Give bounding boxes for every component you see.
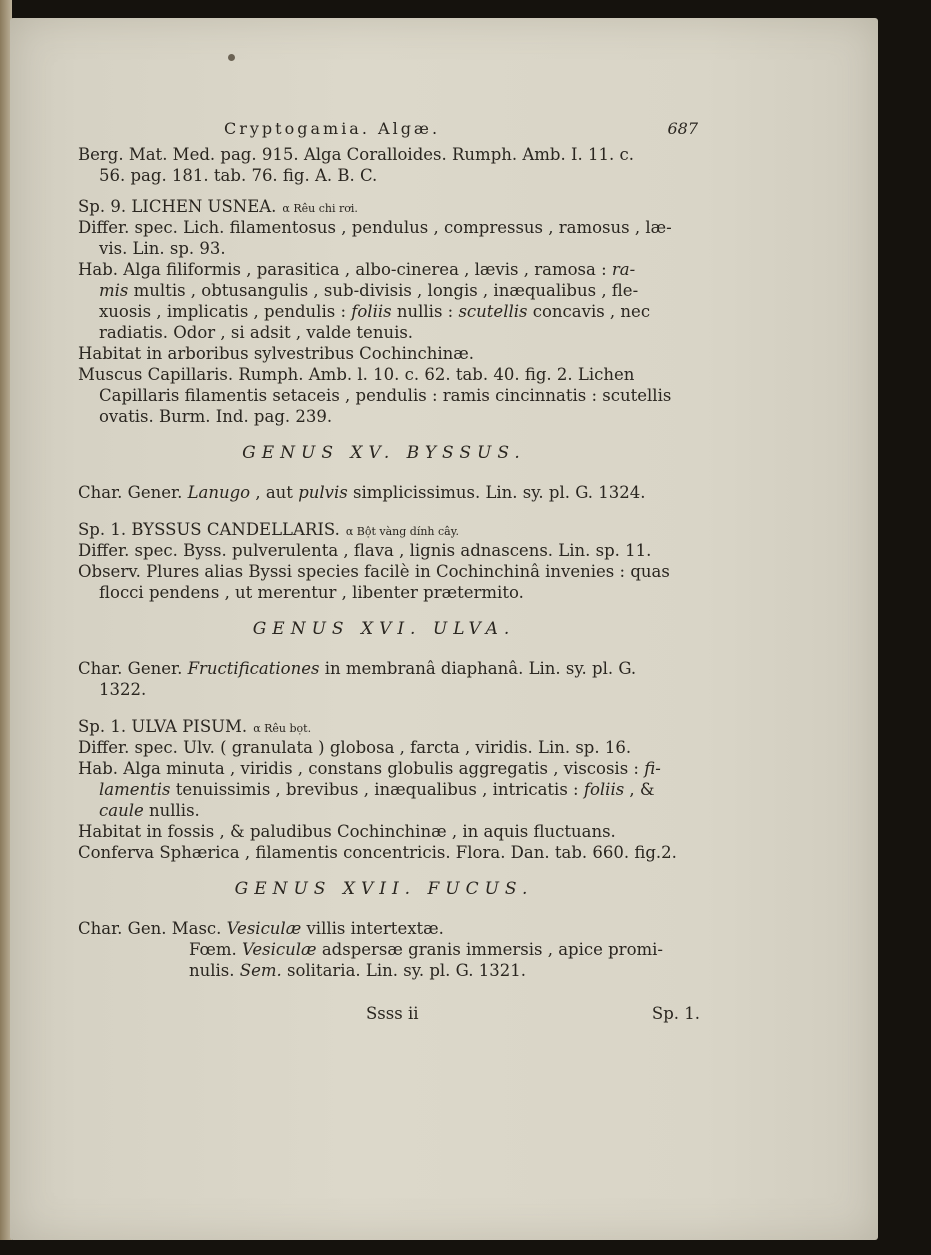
text-line: Char. Gen. Masc. Vesiculæ villis intertextæ. (78, 919, 444, 938)
text-line: 56. pag. 181. tab. 76. fig. A. B. C. (99, 166, 378, 185)
vernacular-name: α Rêu bọt. (253, 722, 312, 735)
species-heading: Sp. 1. BYSSUS CANDELLARIS. α Bột vàng dính cây. (78, 520, 459, 539)
species-heading: Sp. 1. ULVA PISUM. α Rêu bọt. (78, 717, 312, 736)
page-footer (78, 1003, 700, 1025)
running-title: Cryptogamia. Algæ. (224, 119, 441, 138)
text-line: lamentis tenuissimis , brevibus , inæqualibus , intricatis : foliis , & (99, 780, 655, 799)
text-line: Muscus Capillaris. Rumph. Amb. l. 10. c. 62. tab. 40. fig. 2. Lichen (78, 365, 635, 384)
text-line: Hab. Alga filiformis , parasitica , albo-cinerea , lævis , ramosa : ra- (78, 260, 636, 279)
text-line: Conferva Sphærica , filamentis concentricis. Flora. Dan. tab. 660. fig.2. (78, 843, 677, 862)
text-line: nulis. Sem. solitaria. Lin. sy. pl. G. 1321. (189, 961, 526, 980)
vernacular-name: α Bột vàng dính cây. (345, 525, 459, 538)
text-line: Differ. spec. Byss. pulverulenta , flava , lignis adnascens. Lin. sp. 11. (78, 541, 652, 560)
running-header (78, 118, 698, 144)
text-line: Hab. Alga minuta , viridis , constans globulis aggregatis , viscosis : fi- (78, 759, 661, 778)
text-line: Fœm. Vesiculæ adspersæ granis immersis , apice promi- (189, 940, 664, 959)
text-line: caule nullis. (99, 801, 200, 820)
ink-spot (228, 54, 235, 61)
text-line: Habitat in fossis , & paludibus Cochinchinæ , in aquis fluctuans. (78, 822, 616, 841)
text-line: Char. Gener. Fructificationes in membranâ diaphanâ. Lin. sy. pl. G. (78, 659, 637, 678)
text-line: Berg. Mat. Med. pag. 915. Alga Coralloides. Rumph. Amb. I. 11. c. (78, 145, 634, 164)
text-line: Differ. spec. Lich. filamentosus , pendulus , compressus , ramosus , læ- (78, 218, 672, 237)
text-line: 1322. (99, 680, 147, 699)
text-line: mis multis , obtusangulis , sub-divisis , longis , inæqualibus , fle- (99, 281, 639, 300)
text-line: xuosis , implicatis , pendulis : foliis nullis : scutellis concavis , nec (99, 302, 651, 321)
species-heading: Sp. 9. LICHEN USNEA. α Rêu chi rơi. (78, 197, 358, 216)
text-line: radiatis. Odor , si adsit , valde tenuis. (99, 323, 414, 342)
text-line: vis. Lin. sp. 93. (99, 239, 226, 258)
genus-heading: GENUS XVII. FUCUS. (234, 879, 534, 899)
genus-heading: GENUS XVI. ULVA. (252, 619, 516, 639)
catchword: Sp. 1. (651, 1004, 700, 1023)
text-line: Char. Gener. Lanugo , aut pulvis simplicissimus. Lin. sy. pl. G. 1324. (78, 483, 646, 502)
page-text (78, 118, 700, 1025)
text-line: Observ. Plures alias Byssi species facilè in Cochinchinâ invenies : quas (78, 562, 670, 581)
text-line: Habitat in arboribus sylvestribus Cochinchinæ. (78, 344, 475, 363)
text-line: ovatis. Burm. Ind. pag. 239. (99, 407, 333, 426)
vernacular-name: α Rêu chi rơi. (282, 202, 358, 215)
signature-mark: Ssss ii (366, 1004, 419, 1023)
page-number: 687 (667, 119, 698, 138)
text-line: flocci pendens , ut merentur , libenter prætermito. (99, 583, 524, 602)
genus-heading: GENUS XV. BYSSUS. (242, 443, 526, 463)
text-line: Capillaris filamentis setaceis , pendulis : ramis cincinnatis : scutellis (99, 386, 672, 405)
text-line: Differ. spec. Ulv. ( granulata ) globosa , farcta , viridis. Lin. sp. 16. (78, 738, 632, 757)
